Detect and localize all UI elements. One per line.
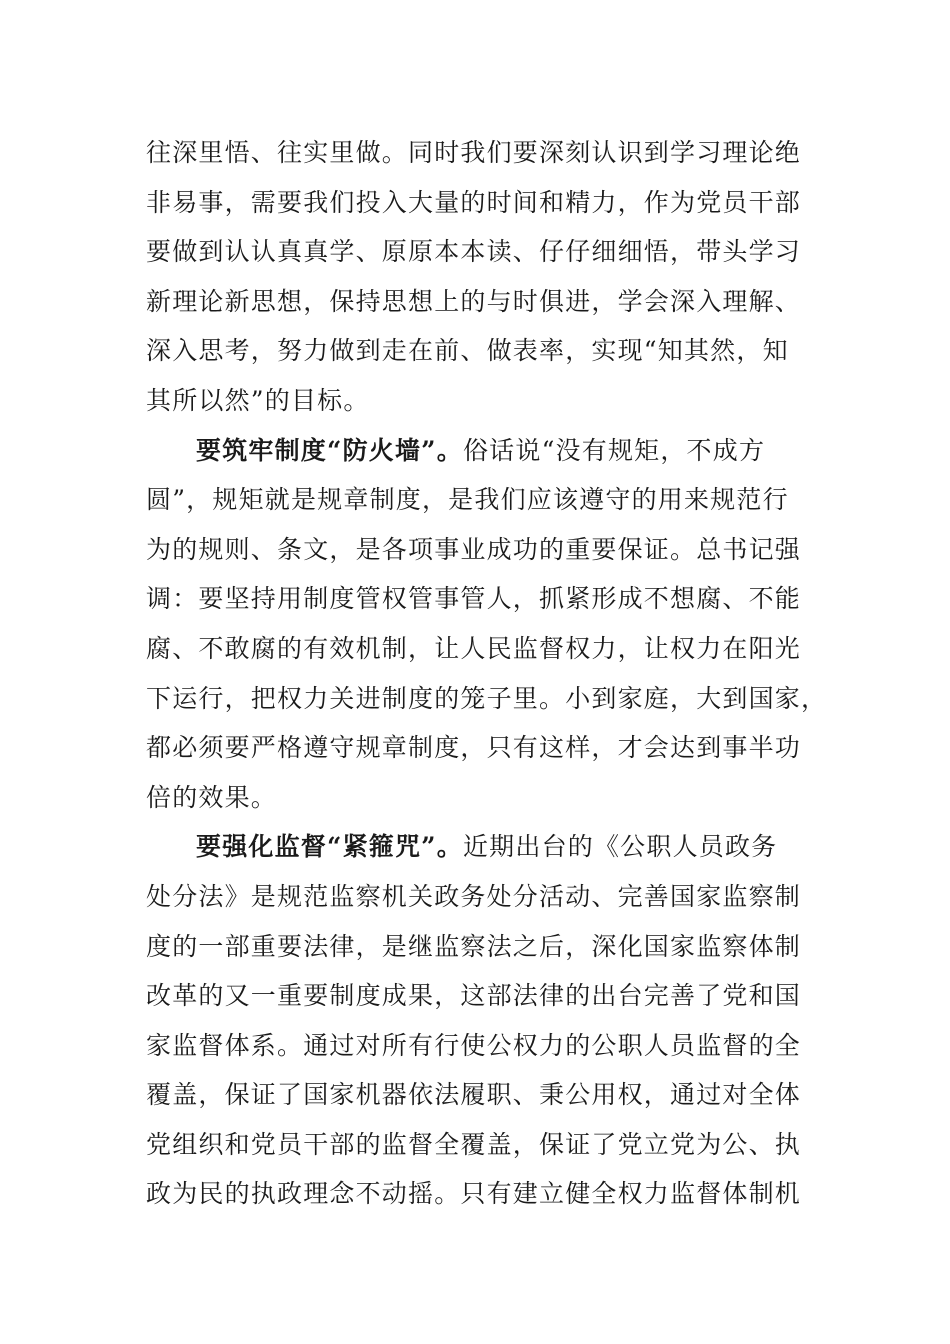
text-line: 深入思考，努力做到走在前、做表率，实现“知其然，知 — [146, 336, 789, 366]
text-line: 要做到认认真真学、原原本本读、仔仔细细悟，带头学习 — [146, 237, 802, 267]
text-line: 为的规则、条文，是各项事业成功的重要保证。总书记强 — [146, 534, 802, 564]
text-line: 下运行，把权力关进制度的笼子里。小到家庭，大到国家， — [146, 683, 828, 713]
document-body — [146, 128, 828, 1219]
paragraph-3 — [146, 822, 806, 1219]
text-line: 圆”，规矩就是规章制度，是我们应该遵守的用来规范行 — [146, 485, 789, 515]
text-run: 近期出台的《公职人员政务 — [462, 832, 778, 862]
text-line: 其所以然”的目标。 — [146, 385, 370, 415]
paragraph-1 — [146, 128, 806, 426]
text-line: 新理论新思想，保持思想上的与时俱进，学会深入理解、 — [146, 286, 802, 316]
text-line — [146, 426, 806, 476]
text-line: 政为民的执政理念不动摇。只有建立健全权力监督体制机 — [146, 1179, 802, 1209]
text-line: 家监督体系。通过对所有行使公权力的公职人员监督的全 — [146, 1030, 802, 1060]
text-line: 改革的又一重要制度成果，这部法律的出台完善了党和国 — [146, 981, 802, 1011]
text-line: 覆盖，保证了国家机器依法履职、秉公用权，通过对全体 — [146, 1080, 802, 1110]
text-line: 倍的效果。 — [146, 782, 278, 812]
text-line: 处分法》是规范监察机关政务处分活动、完善国家监察制 — [146, 881, 802, 911]
text-line: 调：要坚持用制度管权管事管人，抓紧形成不想腐、不能 — [146, 584, 802, 614]
text-line: 度的一部重要法律，是继监察法之后，深化国家监察体制 — [146, 931, 802, 961]
text-line: 非易事，需要我们投入大量的时间和精力，作为党员干部 — [146, 187, 802, 217]
text-line — [146, 822, 806, 872]
text-run: 俗话说“没有规矩，不成方 — [462, 435, 766, 465]
section-heading: 要筑牢制度“防火墙”。 — [196, 435, 463, 465]
text-line: 往深里悟、往实里做。同时我们要深刻认识到学习理论绝 — [146, 138, 802, 167]
paragraph-2 — [146, 426, 828, 823]
section-heading: 要强化监督“紧箍咒”。 — [196, 832, 463, 862]
text-line: 腐、不敢腐的有效机制，让人民监督权力，让权力在阳光 — [146, 633, 802, 663]
text-line: 党组织和党员干部的监督全覆盖，保证了党立党为公、执 — [146, 1129, 802, 1159]
text-line: 都必须要严格遵守规章制度，只有这样，才会达到事半功 — [146, 733, 802, 763]
